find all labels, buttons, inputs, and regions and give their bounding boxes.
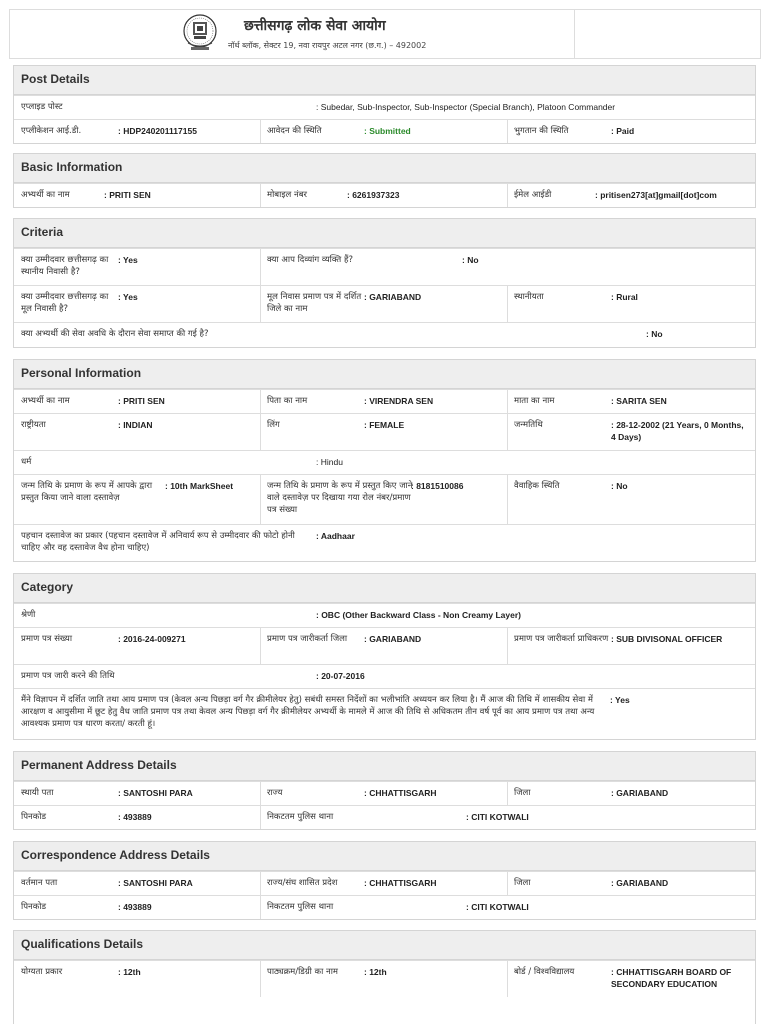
dob-document-value: : 10th MarkSheet bbox=[165, 481, 234, 491]
locality-value: : Rural bbox=[611, 292, 638, 302]
certificate-number-value: : 2016-24-009271 bbox=[118, 634, 186, 644]
table-row bbox=[14, 119, 755, 143]
permanent-district-value: : GARIABAND bbox=[611, 788, 669, 798]
permanent-address-label: स्थायी पता bbox=[21, 788, 54, 798]
divyang-label: क्या आप दिव्यांग व्यक्ति हैं? bbox=[267, 255, 354, 265]
table-row bbox=[14, 524, 755, 561]
mobile-value: : 6261937323 bbox=[347, 190, 400, 200]
dob-label: जन्मतिथि bbox=[514, 420, 543, 430]
application-status-value: : Submitted bbox=[364, 126, 411, 136]
correspondence-district-value: : GARIABAND bbox=[611, 878, 669, 888]
permanent-police-value: : CITI KOTWALI bbox=[466, 812, 529, 822]
permanent-state-value: : CHHATTISGARH bbox=[364, 788, 437, 798]
email-label: ईमेल आईडी bbox=[514, 190, 552, 200]
father-name-label: पिता का नाम bbox=[267, 396, 308, 406]
mother-name-value: : SARITA SEN bbox=[611, 396, 667, 406]
personal-name-value: : PRITI SEN bbox=[118, 396, 165, 406]
personal-information-section bbox=[13, 359, 756, 562]
applied-post-label: एप्लाइड पोस्ट bbox=[21, 102, 63, 112]
qualifications-section bbox=[13, 930, 756, 1024]
correspondence-police-label: निकटतम पुलिस थाना bbox=[267, 902, 334, 912]
roll-number-label: जन्म तिथि के प्रमाण के रूप में प्रस्तुत किए जाने वाले दस्तावेज़ पर दिखाया गया रोल नंबर/प्रमाण पत्र संख्या bbox=[267, 481, 413, 515]
table-row bbox=[14, 688, 755, 739]
certificate-number-label: प्रमाण पत्र संख्या bbox=[21, 634, 73, 644]
course-name-value: : 12th bbox=[364, 967, 387, 977]
service-terminated-value: : No bbox=[646, 329, 663, 339]
certificate-date-label: प्रमाण पत्र जारी करने की तिथि bbox=[21, 671, 115, 681]
domicile-district-value: : GARIABAND bbox=[364, 292, 422, 302]
table-row bbox=[14, 95, 755, 119]
dob-value: : 28-12-2002 (21 Years, 0 Months, 4 Days) bbox=[611, 420, 744, 442]
category-section bbox=[13, 573, 756, 740]
application-status-label: आवेदन की स्थिति bbox=[267, 126, 322, 136]
correspondence-district-label: जिला bbox=[514, 878, 531, 888]
correspondence-pincode-value: : 493889 bbox=[118, 902, 152, 912]
qualification-type-label: योग्यता प्रकार bbox=[21, 967, 63, 977]
application-id-label: एप्लीकेशन आई.डी. bbox=[21, 126, 82, 136]
table-row bbox=[14, 960, 755, 997]
page-header bbox=[9, 9, 761, 59]
correspondence-state-label: राज्य/संघ शासित प्रदेश bbox=[267, 878, 338, 888]
table-row bbox=[14, 183, 755, 207]
correspondence-police-value: : CITI KOTWALI bbox=[466, 902, 529, 912]
section-title: Permanent Address Details bbox=[14, 752, 755, 781]
certificate-district-label: प्रमाण पत्र जारीकर्ता जिला bbox=[267, 634, 348, 644]
certificate-authority-value: : SUB DIVISONAL OFFICER bbox=[611, 634, 723, 644]
permanent-pincode-value: : 493889 bbox=[118, 812, 152, 822]
mobile-label: मोबाइल नंबर bbox=[267, 190, 308, 200]
nationality-value: : INDIAN bbox=[118, 420, 153, 430]
table-row bbox=[14, 895, 755, 919]
nationality-label: राष्ट्रीयता bbox=[21, 420, 46, 430]
table-row bbox=[14, 450, 755, 474]
section-title: Category bbox=[14, 574, 755, 603]
table-row bbox=[14, 781, 755, 805]
basic-information-section bbox=[13, 153, 756, 208]
category-value: : OBC (Other Backward Class - Non Creamy Layer) bbox=[316, 610, 522, 620]
domicile-district-label: मूल निवास प्रमाण पत्र में दर्शित जिले का नाम bbox=[267, 292, 362, 314]
table-row bbox=[14, 474, 755, 524]
section-title: Qualifications Details bbox=[14, 931, 755, 960]
religion-value: : Hindu bbox=[316, 457, 343, 467]
table-row bbox=[14, 805, 755, 829]
section-title: Correspondence Address Details bbox=[14, 842, 755, 871]
id-document-label: पहचान दस्तावेज का प्रकार (पहचान दस्तावेज में अनिवार्य रूप से उम्मीदवार की फोटो होनी चाहिए और वह दस्तावेज वैध होना चाहिए) bbox=[21, 531, 295, 553]
section-title: Personal Information bbox=[14, 360, 755, 389]
state-emblem-icon bbox=[182, 13, 218, 55]
correspondence-address-value: : SANTOSHI PARA bbox=[118, 878, 193, 888]
declaration-label: मैंने विज्ञापन में दर्शित जाति तथा आय प्रमाण पत्र (केवल अन्य पिछड़ा वर्ग गैर क्रीमीलेयर हेतु) सबंधी समस्त निर्देशों का भलीभांति अध्ययन कर लिया है। मैं आज की तिथि में शासकीय सेवा में आरक्षण व आयुसीमा में छूट हेतु वैध जाति प्रमाण पत्र तथा केवल अन्य पिछड़ा वर्ग गैर क्रीमीलेयर अभ्यर्थी के मामले में आज की तिथि से अधिकतम तीन वर्ष पूर्व का आय प्रमाण पत्र तथा अन्य आवश्यक प्रमाण पत्र धारण करता/ करती हूं। bbox=[21, 695, 595, 729]
permanent-state-label: राज्य bbox=[267, 788, 283, 798]
qualification-type-value: : 12th bbox=[118, 967, 141, 977]
table-row bbox=[14, 285, 755, 322]
correspondence-state-value: : CHHATTISGARH bbox=[364, 878, 437, 888]
table-row bbox=[14, 627, 755, 664]
payment-status-value: : Paid bbox=[611, 126, 635, 136]
correspondence-pincode-label: पिनकोड bbox=[21, 902, 47, 912]
marital-status-label: वैवाहिक स्थिति bbox=[514, 481, 560, 491]
personal-name-label: अभ्यर्थी का नाम bbox=[21, 396, 70, 406]
applied-post-value: : Subedar, Sub-Inspector, Sub-Inspector (Special Branch), Platoon Commander bbox=[316, 102, 616, 112]
table-row bbox=[14, 389, 755, 413]
service-terminated-label: क्या अभ्यर्थी की सेवा अवधि के दौरान सेवा समाप्त की गई है? bbox=[21, 329, 209, 339]
table-row bbox=[14, 413, 755, 450]
correspondence-address-section bbox=[13, 841, 756, 920]
payment-status-label: भुगतान की स्थिति bbox=[514, 126, 569, 136]
local-resident-label: क्या उम्मीदवार छत्तीसगढ़ का स्थानीय निवासी है? bbox=[21, 255, 109, 277]
application-id-value: : HDP240201117155 bbox=[118, 126, 197, 136]
native-resident-label: क्या उम्मीदवार छत्तीसगढ़ का मूल निवासी है? bbox=[21, 292, 109, 314]
criteria-section bbox=[13, 218, 756, 348]
id-document-value: : Aadhaar bbox=[316, 531, 355, 541]
permanent-district-label: जिला bbox=[514, 788, 531, 798]
gender-label: लिंग bbox=[267, 420, 280, 430]
permanent-police-label: निकटतम पुलिस थाना bbox=[267, 812, 334, 822]
father-name-value: : VIRENDRA SEN bbox=[364, 396, 434, 406]
section-title: Basic Information bbox=[14, 154, 755, 183]
table-row bbox=[14, 603, 755, 627]
post-details-section bbox=[13, 65, 756, 144]
header-divider bbox=[574, 10, 575, 58]
roll-number-value: : 8181510086 bbox=[411, 481, 464, 491]
certificate-district-value: : GARIABAND bbox=[364, 634, 422, 644]
table-row bbox=[14, 871, 755, 895]
course-name-label: पाठ्यक्रम/डिग्री का नाम bbox=[267, 967, 338, 977]
table-row bbox=[14, 664, 755, 688]
locality-label: स्थानीयता bbox=[514, 292, 544, 302]
org-address: नॉर्थ ब्लॉक, सेक्टर 19, नवा रायपुर अटल नगर (छ.ग.) – 492002 bbox=[228, 41, 427, 50]
board-value: : CHHATTISGARH BOARD OF SECONDARY EDUCATION bbox=[611, 967, 732, 989]
religion-label: धर्म bbox=[21, 457, 32, 467]
email-value: : pritisen273[at]gmail[dot]com bbox=[595, 190, 717, 200]
category-label: श्रेणी bbox=[21, 610, 36, 620]
mother-name-label: माता का नाम bbox=[514, 396, 555, 406]
permanent-address-section bbox=[13, 751, 756, 830]
correspondence-address-label: वर्तमान पता bbox=[21, 878, 58, 888]
candidate-name-value: : PRITI SEN bbox=[104, 190, 151, 200]
org-name: छत्तीसगढ़ लोक सेवा आयोग bbox=[244, 18, 386, 34]
permanent-address-value: : SANTOSHI PARA bbox=[118, 788, 193, 798]
gender-value: : FEMALE bbox=[364, 420, 405, 430]
declaration-value: : Yes bbox=[610, 695, 630, 705]
board-label: बोर्ड / विश्वविद्यालय bbox=[514, 967, 575, 977]
native-resident-value: : Yes bbox=[118, 292, 138, 302]
certificate-authority-label: प्रमाण पत्र जारीकर्ता प्राधिकरण bbox=[514, 634, 609, 644]
table-row bbox=[14, 248, 755, 285]
dob-document-label: जन्म तिथि के प्रमाण के रूप में आपके द्वारा प्रस्तुत किया जाने वाला दस्तावेज़ bbox=[21, 481, 153, 503]
certificate-date-value: : 20-07-2016 bbox=[316, 671, 365, 681]
marital-status-value: : No bbox=[611, 481, 628, 491]
divyang-value: : No bbox=[462, 255, 479, 265]
permanent-pincode-label: पिनकोड bbox=[21, 812, 47, 822]
section-title: Post Details bbox=[14, 66, 755, 95]
section-title: Criteria bbox=[14, 219, 755, 248]
local-resident-value: : Yes bbox=[118, 255, 138, 265]
candidate-name-label: अभ्यर्थी का नाम bbox=[21, 190, 70, 200]
table-row bbox=[14, 322, 755, 347]
